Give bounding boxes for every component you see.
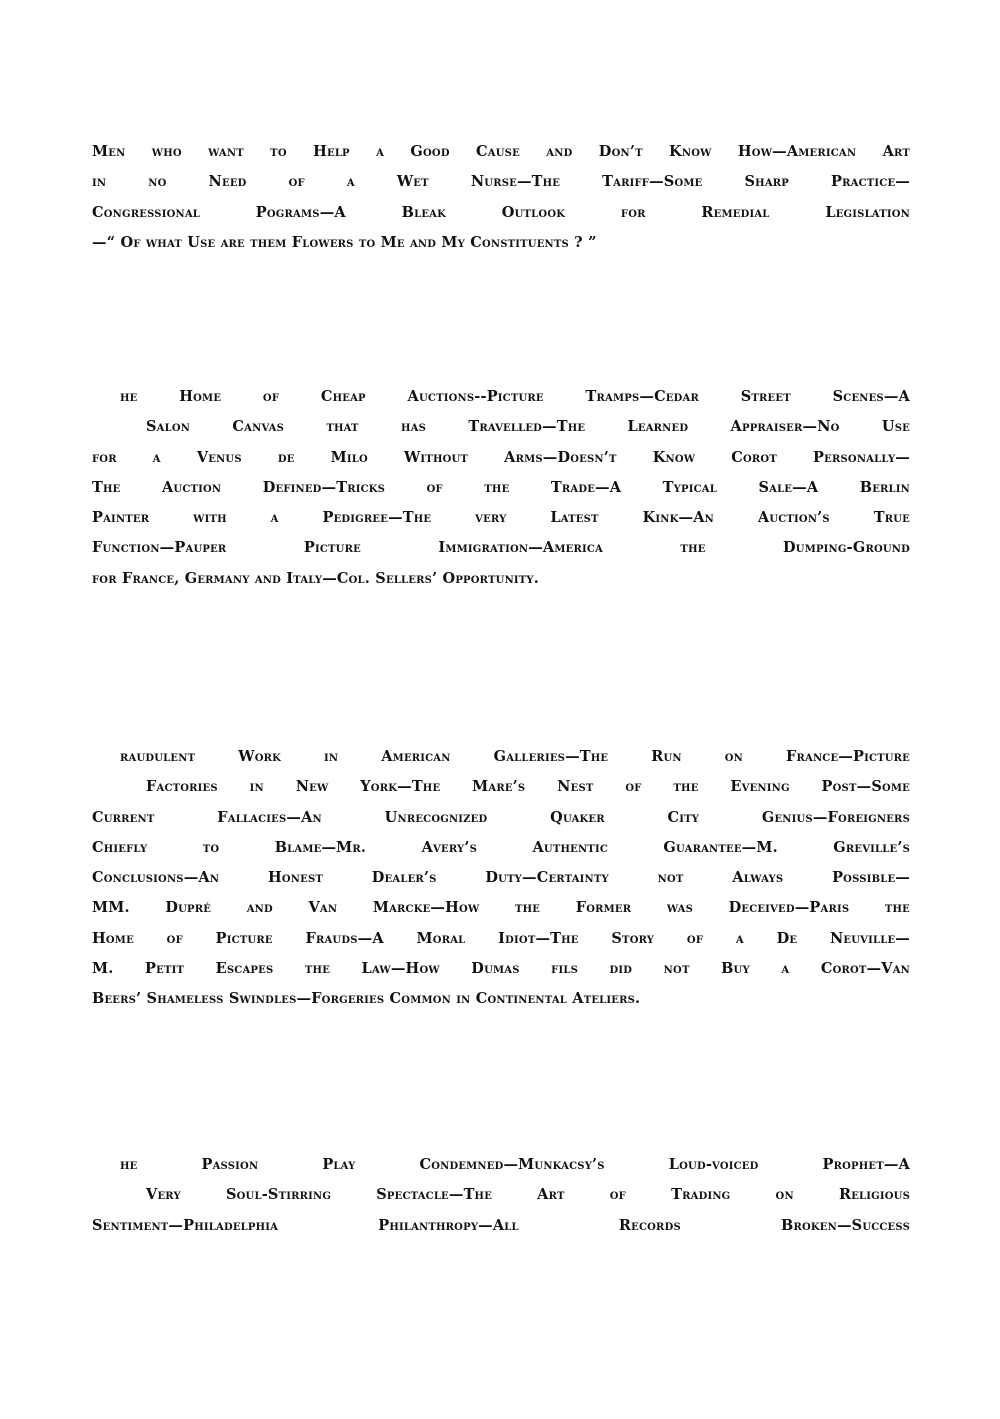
summary-line: Sentiment—Philadelphia Philanthropy—All Records Broken—Success xyxy=(92,1216,910,1234)
summary-line: The Auction Defined—Tricks of the Trade—A Typical Sale—A Berlin xyxy=(92,478,910,496)
chapter-summary-2 xyxy=(92,382,910,594)
summary-line: raudulent Work in American Galleries—The Run on France—Picture xyxy=(120,748,910,765)
summary-line: he Passion Play Condemned—Munkacsy’s Loud-voiced Prophet—A xyxy=(120,1156,910,1173)
summary-line: MM. Dupré and Van Marcke—How the Former was Deceived—Paris the xyxy=(92,899,910,917)
summary-line: for France, Germany and Italy—Col. Sellers’ Opportunity. xyxy=(92,569,540,587)
summary-line: —“ Of what Use are them Flowers to Me and My Constituents ? ” xyxy=(92,233,597,251)
summary-line: Current Fallacies—An Unrecognized Quaker City Genius—Foreigners xyxy=(92,808,910,826)
summary-line: Factories in New York—The Mare’s Nest of the Evening Post—Some xyxy=(146,778,910,796)
chapter-summary-1 xyxy=(92,137,910,258)
summary-line: Men who want to Help a Good Cause and Don’t Know How—American Art xyxy=(92,143,910,160)
summary-line: he Home of Cheap Auctions--Picture Tramps—Cedar Street Scenes—A xyxy=(120,388,910,405)
chapter-summary-4 xyxy=(92,1150,910,1241)
summary-line: Function—Pauper Picture Immigration—America the Dumping-Ground xyxy=(92,539,910,557)
summary-line: for a Venus de Milo Without Arms—Doesn’t Know Corot Personally— xyxy=(92,448,910,466)
summary-line: Painter with a Pedigree—The very Latest Kink—An Auction’s True xyxy=(92,509,910,527)
summary-line: Very Soul-Stirring Spectacle—The Art of Trading on Religious xyxy=(146,1186,910,1204)
summary-line: in no Need of a Wet Nurse—The Tariff—Some Sharp Practice— xyxy=(92,173,910,191)
summary-line: Home of Picture Frauds—A Moral Idiot—The Story of a De Neuville— xyxy=(92,929,910,947)
summary-line: Congressional Pograms—A Bleak Outlook for Remedial Legislation xyxy=(92,203,910,221)
summary-line: Conclusions—An Honest Dealer’s Duty—Certainty not Always Possible— xyxy=(92,869,910,887)
summary-line: Beers’ Shameless Swindles—Forgeries Common in Continental Ateliers. xyxy=(92,990,641,1008)
summary-line: Salon Canvas that has Travelled—The Learned Appraiser—No Use xyxy=(146,418,910,436)
chapter-summary-3 xyxy=(92,742,910,1015)
summary-line: M. Petit Escapes the Law—How Dumas fils did not Buy a Corot—Van xyxy=(92,960,910,978)
summary-line: Chiefly to Blame—Mr. Avery’s Authentic Guarantee—M. Greville’s xyxy=(92,838,910,856)
